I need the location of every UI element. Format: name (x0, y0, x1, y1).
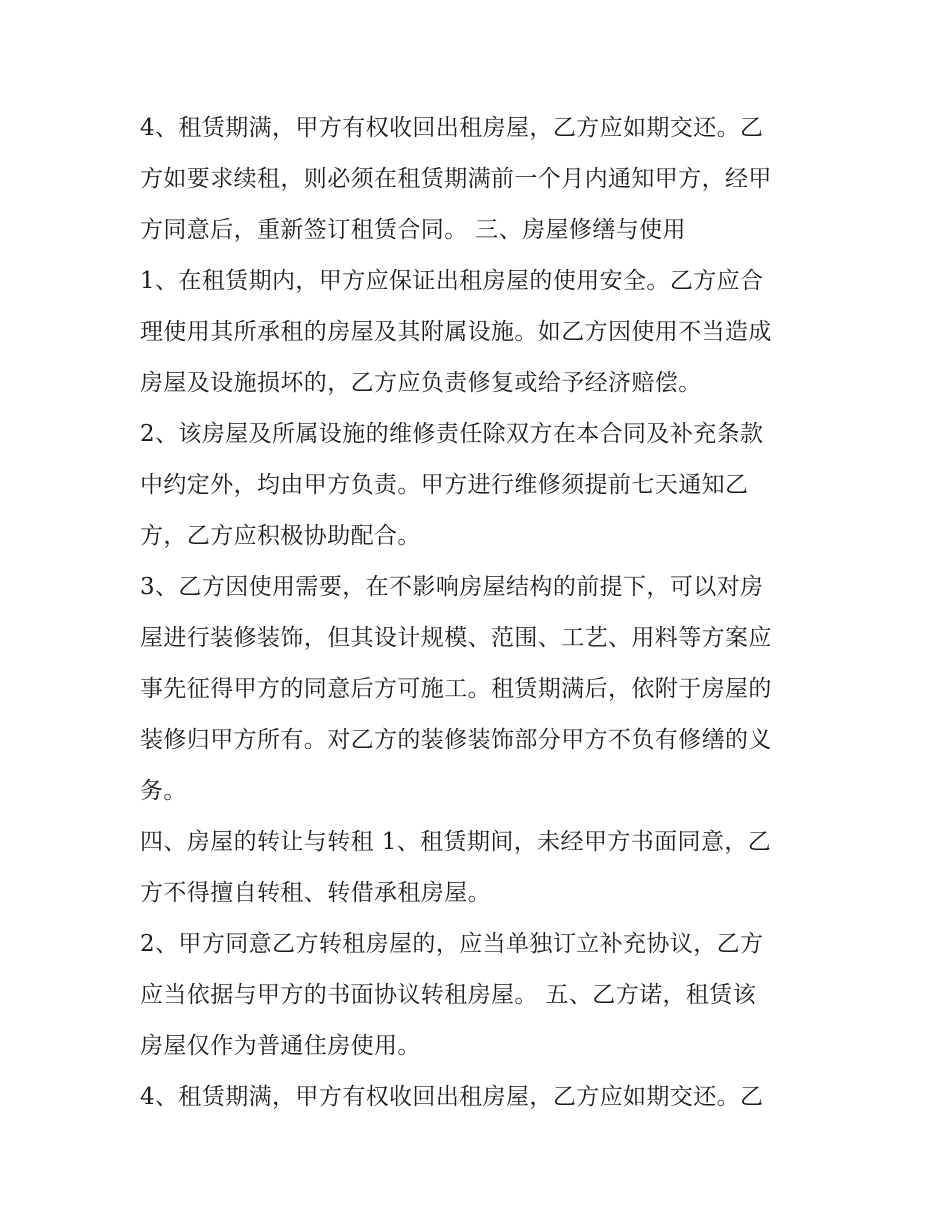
text-line: 方不得擅自转租、转借承租房屋。 (140, 880, 491, 906)
text-line: 方，乙方应积极协助配合。 (140, 523, 421, 549)
text-line: 装修归甲方所有。对乙方的装修装饰部分甲方不负有修缮的义 (140, 727, 772, 753)
text-line: 4、租赁期满，甲方有权收回出租房屋，乙方应如期交还。乙 (140, 1084, 764, 1110)
text-line: 1、在租赁期内，甲方应保证出租房屋的使用安全。乙方应合 (140, 268, 764, 294)
text-line: 务。 (140, 778, 187, 804)
text-line: 应当依据与甲方的书面协议转租房屋。 五、乙方诺，租赁该 (140, 982, 757, 1008)
text-line: 方同意后，重新签订租赁合同。 三、房屋修缮与使用 (140, 217, 686, 243)
text-line: 方如要求续租，则必须在租赁期满前一个月内通知甲方，经甲 (140, 166, 772, 192)
text-line: 2、该房屋及所属设施的维修责任除双方在本合同及补充条款 (140, 421, 764, 447)
text-line: 中约定外，均由甲方负责。甲方进行维修须提前七天通知乙 (140, 472, 749, 498)
text-line: 理使用其所承租的房屋及其附属设施。如乙方因使用不当造成 (140, 319, 772, 345)
text-line: 事先征得甲方的同意后方可施工。租赁期满后，依附于房屋的 (140, 676, 772, 702)
text-line: 2、甲方同意乙方转租房屋的，应当单独订立补充协议，乙方 (140, 931, 764, 957)
document-body (140, 103, 820, 1123)
text-line: 屋进行装修装饰，但其设计规模、范围、工艺、用料等方案应 (140, 625, 772, 651)
text-line: 4、租赁期满，甲方有权收回出租房屋，乙方应如期交还。乙 (140, 115, 764, 141)
text-line: 房屋及设施损坏的，乙方应负责修复或给予经济赔偿。 (140, 370, 702, 396)
text-line: 房屋仅作为普通住房使用。 (140, 1033, 421, 1059)
text-line: 3、乙方因使用需要，在不影响房屋结构的前提下，可以对房 (140, 574, 764, 600)
text-line: 四、房屋的转让与转租 1、租赁期间，未经甲方书面同意，乙 (140, 829, 772, 855)
